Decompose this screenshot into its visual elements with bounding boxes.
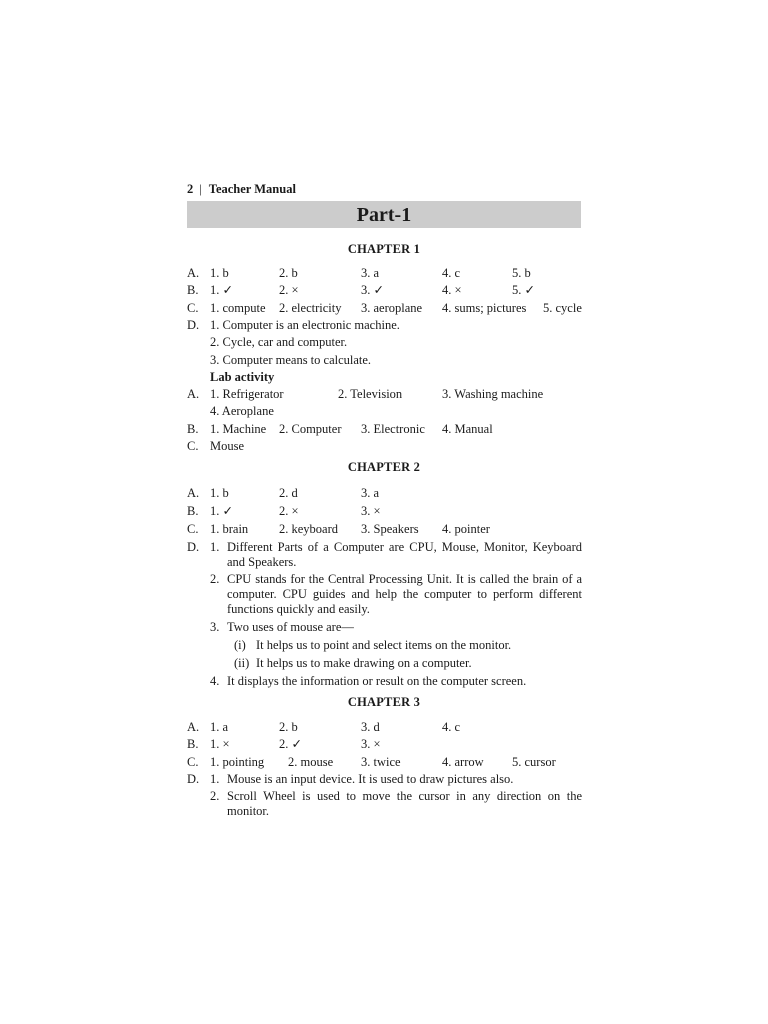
answer-item: 4. c: [442, 720, 461, 734]
answer-item: 2. ×: [279, 504, 299, 518]
chapter-1-title: CHAPTER 1: [347, 242, 421, 256]
answer-item: 1. Refrigerator: [210, 387, 284, 401]
part-title: Part-1: [187, 201, 581, 228]
section-letter: C.: [187, 522, 199, 536]
answer-item: 5. cycle: [543, 301, 582, 315]
answer-item: 5. ✓: [512, 283, 535, 297]
answer-item: 2. keyboard: [279, 522, 339, 536]
item-number: 2.: [210, 572, 220, 586]
answer-item: 2. electricity: [279, 301, 342, 315]
answer-item: 1. a: [210, 720, 229, 734]
header-title: Teacher Manual: [208, 182, 296, 196]
answer-item: 1. b: [210, 486, 229, 500]
answer-item: 1. b: [210, 266, 229, 280]
answer-item: 3. a: [361, 266, 380, 280]
answer-item: 4. arrow: [442, 755, 484, 769]
answer-item: 1. ✓: [210, 504, 233, 518]
answer-item: 2. b: [279, 720, 298, 734]
answer-item: 1. brain: [210, 522, 249, 536]
section-letter: A.: [187, 486, 200, 500]
answer-item: 5. cursor: [512, 755, 556, 769]
section-letter: A.: [187, 266, 200, 280]
chapter-3-title: CHAPTER 3: [347, 695, 421, 709]
answer-item: 1. ×: [210, 737, 230, 751]
answer-paragraph: Two uses of mouse are—: [227, 620, 354, 634]
header-separator: |: [199, 182, 202, 196]
answer-item: 3. Washing machine: [442, 387, 544, 401]
answer-item: 2. Television: [338, 387, 403, 401]
answer-item: 2. d: [279, 486, 298, 500]
answer-paragraph: Mouse is an input device. It is used to draw pictures also.: [227, 772, 514, 786]
answer-item: 4. pointer: [442, 522, 490, 536]
chapter-2-title: CHAPTER 2: [347, 460, 421, 474]
answer-paragraph: Scroll Wheel is used to move the cursor in any direction on the monitor.: [227, 789, 582, 818]
answer-item: 2. mouse: [288, 755, 334, 769]
section-letter: B.: [187, 504, 199, 518]
answer-item: 4. c: [442, 266, 461, 280]
answer-item: 1. Machine: [210, 422, 267, 436]
answer-item: 5. b: [512, 266, 531, 280]
item-number: 1.: [210, 772, 220, 786]
answer-item: 3. ×: [361, 504, 381, 518]
answer-item: 3. twice: [361, 755, 401, 769]
page-number: 2: [187, 182, 194, 196]
answer-item: 4. ×: [442, 283, 462, 297]
section-letter: A.: [187, 387, 200, 401]
answer-item: 4. Manual: [442, 422, 493, 436]
answer-item: 3. d: [361, 720, 380, 734]
answer-item: 3. Computer means to calculate.: [210, 353, 372, 367]
answer-paragraph: It helps us to point and select items on the monitor.: [256, 638, 512, 652]
answer-item: 4. sums; pictures: [442, 301, 527, 315]
answer-item: Mouse: [210, 439, 245, 453]
item-number: 3.: [210, 620, 220, 634]
answer-item: 3. a: [361, 486, 380, 500]
answer-item: 3. Speakers: [361, 522, 419, 536]
item-number: 2.: [210, 789, 220, 803]
item-number: 4.: [210, 674, 220, 688]
sub-item-number: (ii): [234, 656, 250, 670]
section-letter: C.: [187, 755, 199, 769]
sub-item-number: (i): [234, 638, 246, 652]
section-letter: D.: [187, 318, 200, 332]
answer-item: 2. Cycle, car and computer.: [210, 335, 348, 349]
answer-item: 1. compute: [210, 301, 266, 315]
answer-item: 1. pointing: [210, 755, 265, 769]
section-letter: B.: [187, 283, 199, 297]
answer-item: 2. Computer: [279, 422, 342, 436]
answer-paragraph: CPU stands for the Central Processing Unit. It is called the brain of a computer. CPU guides and help the computer to perform different functions quickly and easily.: [227, 572, 582, 616]
answer-paragraph: Different Parts of a Computer are CPU, Mouse, Monitor, Keyboard and Speakers.: [227, 540, 582, 569]
section-letter: D.: [187, 540, 200, 554]
lab-activity-heading: Lab activity: [210, 370, 275, 384]
section-letter: C.: [187, 301, 199, 315]
answer-item: 3. ×: [361, 737, 381, 751]
section-letter: D.: [187, 772, 200, 786]
answer-item: 4. Aeroplane: [210, 404, 274, 418]
section-letter: B.: [187, 422, 199, 436]
answer-paragraph: It helps us to make drawing on a computer.: [256, 656, 472, 670]
section-letter: B.: [187, 737, 199, 751]
answer-item: 2. ×: [279, 283, 299, 297]
answer-item: 3. Electronic: [361, 422, 425, 436]
answer-paragraph: It displays the information or result on the computer screen.: [227, 674, 527, 688]
answer-item: 1. ✓: [210, 283, 233, 297]
section-letter: A.: [187, 720, 200, 734]
running-header: [187, 182, 296, 197]
section-letter: C.: [187, 439, 199, 453]
answer-item: 2. ✓: [279, 737, 302, 751]
answer-item: 1. Computer is an electronic machine.: [210, 318, 400, 332]
answer-item: 3. aeroplane: [361, 301, 423, 315]
answer-item: 2. b: [279, 266, 298, 280]
answer-item: 3. ✓: [361, 283, 384, 297]
item-number: 1.: [210, 540, 220, 554]
